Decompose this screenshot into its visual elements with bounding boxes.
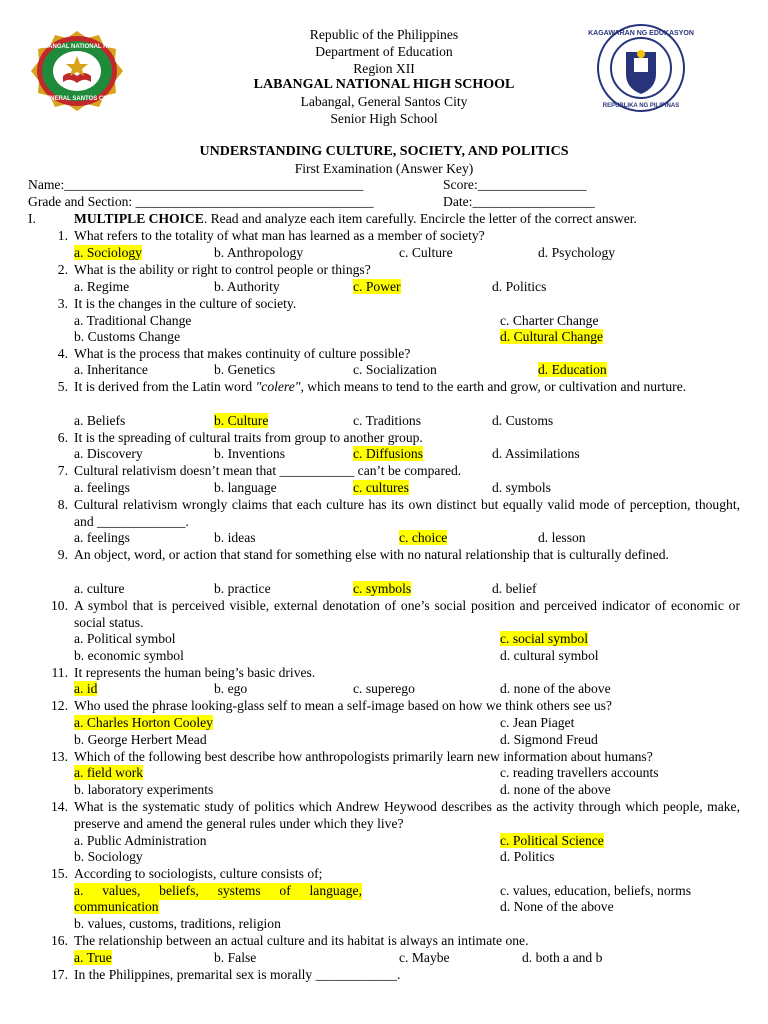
choice-b[interactable]: b. ego	[214, 681, 248, 696]
choice-d[interactable]: d. symbols	[492, 480, 551, 495]
choice-d[interactable]: d. Politics	[500, 849, 555, 864]
choice-c[interactable]: c. Jean Piaget	[500, 715, 575, 730]
choice-a[interactable]	[74, 681, 97, 698]
section-numeral: I.	[28, 211, 36, 226]
choice-d[interactable]	[538, 362, 607, 379]
question-text: It is the spreading of cultural traits from group to another group.	[74, 430, 423, 445]
choice-d[interactable]: d. Customs	[492, 413, 554, 428]
grade-label: Grade and Section:	[28, 194, 133, 209]
choice-d[interactable]: d. none of the above	[500, 681, 611, 696]
question-text: What is the ability or right to control people or things?	[74, 262, 371, 277]
choice-a[interactable]: a. culture	[74, 581, 125, 596]
question-text: Cultural relativism wrongly claims that each culture has its own distinct but equally valid mode of perception, thought, and _____________.	[74, 497, 740, 529]
score-field[interactable]	[443, 177, 586, 194]
question-number: 17.	[51, 967, 68, 982]
question-text: The relationship between an actual culture and its habitat is always an intimate one.	[74, 933, 529, 948]
answer-highlight: d. Cultural Change	[500, 329, 604, 344]
choice-a-continued[interactable]	[74, 899, 159, 916]
choice-b[interactable]: b. Authority	[214, 279, 280, 294]
question-text: An object, word, or action that stand for something else with no natural relationship that is culturally defined.	[74, 547, 669, 562]
choice-b[interactable]: b. language	[214, 480, 277, 495]
question-text: Who used the phrase looking-glass self to mean a self-image based on how we think others see us?	[74, 698, 612, 713]
choice-c[interactable]	[353, 581, 411, 598]
section-instructions	[74, 211, 637, 228]
choice-d[interactable]: d. None of the above	[500, 899, 614, 914]
choice-c[interactable]: c. Culture	[399, 245, 453, 260]
choice-a[interactable]	[74, 950, 112, 967]
choice-a[interactable]: a. feelings	[74, 480, 130, 495]
answer-highlight: a. Charles Horton Cooley	[74, 715, 213, 730]
date-label: Date:	[443, 194, 473, 209]
answer-highlight: c. choice	[399, 530, 448, 545]
choice-c[interactable]	[353, 480, 409, 497]
question-number: 10.	[51, 598, 68, 613]
answer-highlight: a. field work	[74, 765, 144, 780]
header-school-name: LABANGAL NATIONAL HIGH SCHOOL	[253, 77, 515, 92]
choice-c[interactable]: c. reading travellers accounts	[500, 765, 659, 780]
score-label: Score:	[443, 177, 478, 192]
question-text: What is the process that makes continuity of culture possible?	[74, 346, 411, 361]
answer-highlight: a. Sociology	[74, 245, 142, 260]
question-text: What is the systematic study of politics which Andrew Heywood describes as the activity through which people, make, preserve and amend the general rules under which they live?	[74, 799, 740, 831]
question-number: 5.	[57, 379, 68, 394]
choice-c[interactable]: c. Charter Change	[500, 313, 599, 328]
name-label: Name:	[28, 177, 65, 192]
question-text-part: which means to tend to the earth and grow, or cultivation and nurture.	[303, 379, 687, 394]
choice-b[interactable]	[214, 413, 268, 430]
question-text: Which of the following best describe how anthropologists primarily learn new information about humans?	[74, 749, 653, 764]
answer-highlight: c. symbols	[353, 581, 412, 596]
question-text: A symbol that is perceived visible, external denotation of one’s social position and perceived indicator of economic or social status.	[74, 598, 740, 630]
choice-d[interactable]: d. lesson	[538, 530, 586, 545]
question-text: Cultural relativism doesn’t mean that ___________ can’t be compared.	[74, 463, 462, 478]
choice-b[interactable]: b. ideas	[214, 530, 256, 545]
answer-highlight: b. Culture	[214, 413, 269, 428]
section-heading: MULTIPLE CHOICE	[74, 211, 204, 226]
choice-c[interactable]	[353, 446, 423, 463]
question-text: It is the changes in the culture of society.	[74, 296, 297, 311]
question-number: 4.	[57, 346, 68, 361]
question-number: 14.	[51, 799, 68, 814]
question-number: 2.	[57, 262, 68, 277]
answer-highlight: communication	[74, 899, 159, 914]
name-field[interactable]	[28, 177, 363, 194]
choice-b[interactable]: b. Anthropology	[214, 245, 304, 260]
choice-a[interactable]: a. Public Administration	[74, 833, 207, 848]
choice-a[interactable]: a. Traditional Change	[74, 313, 192, 328]
question-number: 8.	[57, 497, 68, 512]
choice-c[interactable]	[399, 530, 447, 547]
answer-highlight: c. cultures	[353, 480, 409, 495]
question-number: 7.	[57, 463, 68, 478]
choice-d[interactable]: d. Psychology	[538, 245, 616, 260]
svg-text:LABANGAL NATIONAL HIGH: LABANGAL NATIONAL HIGH	[35, 44, 119, 50]
question-text: According to sociologists, culture consists of;	[74, 866, 323, 881]
question-text: It represents the human being’s basic drives.	[74, 665, 316, 680]
svg-text:GENERAL SANTOS CITY: GENERAL SANTOS CITY	[41, 96, 113, 102]
question-number: 11.	[51, 665, 68, 680]
choice-d[interactable]: d. Sigmond Freud	[500, 732, 598, 747]
choice-c[interactable]: c. Maybe	[399, 950, 450, 965]
choice-a[interactable]	[74, 883, 362, 900]
question-number: 6.	[57, 430, 68, 445]
header-region: Region XII	[353, 61, 415, 76]
header-department: Department of Education	[315, 44, 453, 59]
question-text	[74, 379, 740, 396]
answer-highlight: a. True	[74, 950, 112, 965]
choice-a[interactable]: a. Inheritance	[74, 362, 148, 377]
choice-a[interactable]: a. feelings	[74, 530, 130, 545]
choice-d[interactable]: d. belief	[492, 581, 537, 596]
choice-c[interactable]	[353, 279, 401, 296]
question-number: 13.	[51, 749, 68, 764]
question-number: 9.	[57, 547, 68, 562]
choice-b[interactable]: b. practice	[214, 581, 271, 596]
choice-c[interactable]	[500, 833, 604, 850]
choice-b[interactable]: b. Customs Change	[74, 329, 181, 344]
choice-b[interactable]: b. Genetics	[214, 362, 276, 377]
question-number: 16.	[51, 933, 68, 948]
choice-d[interactable]: d. both a and b	[522, 950, 603, 965]
score-line: ________________	[477, 177, 587, 192]
choice-a[interactable]	[74, 245, 142, 262]
question-number: 1.	[57, 228, 68, 243]
question-text-part: It is derived from the Latin word	[74, 379, 256, 394]
choice-b[interactable]: b. Sociology	[74, 849, 143, 864]
question-number: 15.	[51, 866, 68, 881]
choice-a[interactable]: a. Discovery	[74, 446, 143, 461]
question-text: What refers to the totality of what man has learned as a member of society?	[74, 228, 485, 243]
answer-highlight: c. Diffusions	[353, 446, 423, 461]
question-number: 12.	[51, 698, 68, 713]
choice-b[interactable]: b. False	[214, 950, 257, 965]
choice-c[interactable]: c. values, education, beliefs, norms	[500, 883, 692, 898]
date-line: __________________	[472, 194, 595, 209]
answer-highlight: c. Power	[353, 279, 401, 294]
choice-c[interactable]	[500, 631, 588, 648]
choice-d[interactable]: d. none of the above	[500, 782, 611, 797]
latin-word: "colere",	[255, 379, 304, 394]
header-country: Republic of the Philippines	[309, 27, 459, 42]
choice-d[interactable]: d. Politics	[492, 279, 547, 294]
exam-subtitle: First Examination (Answer Key)	[294, 161, 474, 176]
grade-line: ___________________________________	[135, 194, 374, 209]
header-level: Senior High School	[330, 111, 438, 126]
choice-c[interactable]: c. Traditions	[353, 413, 421, 428]
svg-text:KAGAWARAN NG EDUKASYON: KAGAWARAN NG EDUKASYON	[588, 30, 694, 37]
choice-a[interactable]: a. Regime	[74, 279, 130, 294]
answer-highlight: c. Political Science	[500, 833, 604, 848]
choice-b[interactable]: b. Inventions	[214, 446, 285, 461]
question-text: In the Philippines, premarital sex is morally ____________.	[74, 967, 401, 982]
choice-a[interactable]: a. Political symbol	[74, 631, 176, 646]
choice-c[interactable]: c. Socialization	[353, 362, 437, 377]
section-instruction-text: . Read and analyze each item carefully. Encircle the letter of the correct answer.	[203, 211, 637, 226]
choice-d[interactable]: d. cultural symbol	[500, 648, 599, 663]
choice-b[interactable]: b. laboratory experiments	[74, 782, 214, 797]
choice-b[interactable]: b. George Herbert Mead	[74, 732, 207, 747]
choice-a[interactable]	[74, 715, 213, 732]
answer-highlight: d. Education	[538, 362, 607, 377]
question-number: 3.	[57, 296, 68, 311]
name-line: ____________________________________________	[64, 177, 364, 192]
choice-a[interactable]	[74, 765, 143, 782]
svg-text:REPUBLIKA NG PILIPINAS: REPUBLIKA NG PILIPINAS	[602, 103, 680, 109]
choice-d[interactable]	[500, 329, 603, 346]
choice-b[interactable]: b. values, customs, traditions, religion	[74, 916, 281, 931]
choice-a[interactable]: a. Beliefs	[74, 413, 126, 428]
answer-highlight: a. values, beliefs, systems of language,	[74, 883, 362, 898]
choice-c[interactable]: c. superego	[353, 681, 415, 696]
choice-b[interactable]: b. economic symbol	[74, 648, 184, 663]
exam-title: UNDERSTANDING CULTURE, SOCIETY, AND POLITICS	[199, 144, 569, 159]
grade-section-field[interactable]	[28, 194, 373, 211]
header-location: Labangal, General Santos City	[300, 94, 468, 109]
date-field[interactable]	[443, 194, 595, 211]
choice-d[interactable]: d. Assimilations	[492, 446, 580, 461]
answer-highlight: c. social symbol	[500, 631, 588, 646]
answer-highlight: a. id	[74, 681, 98, 696]
